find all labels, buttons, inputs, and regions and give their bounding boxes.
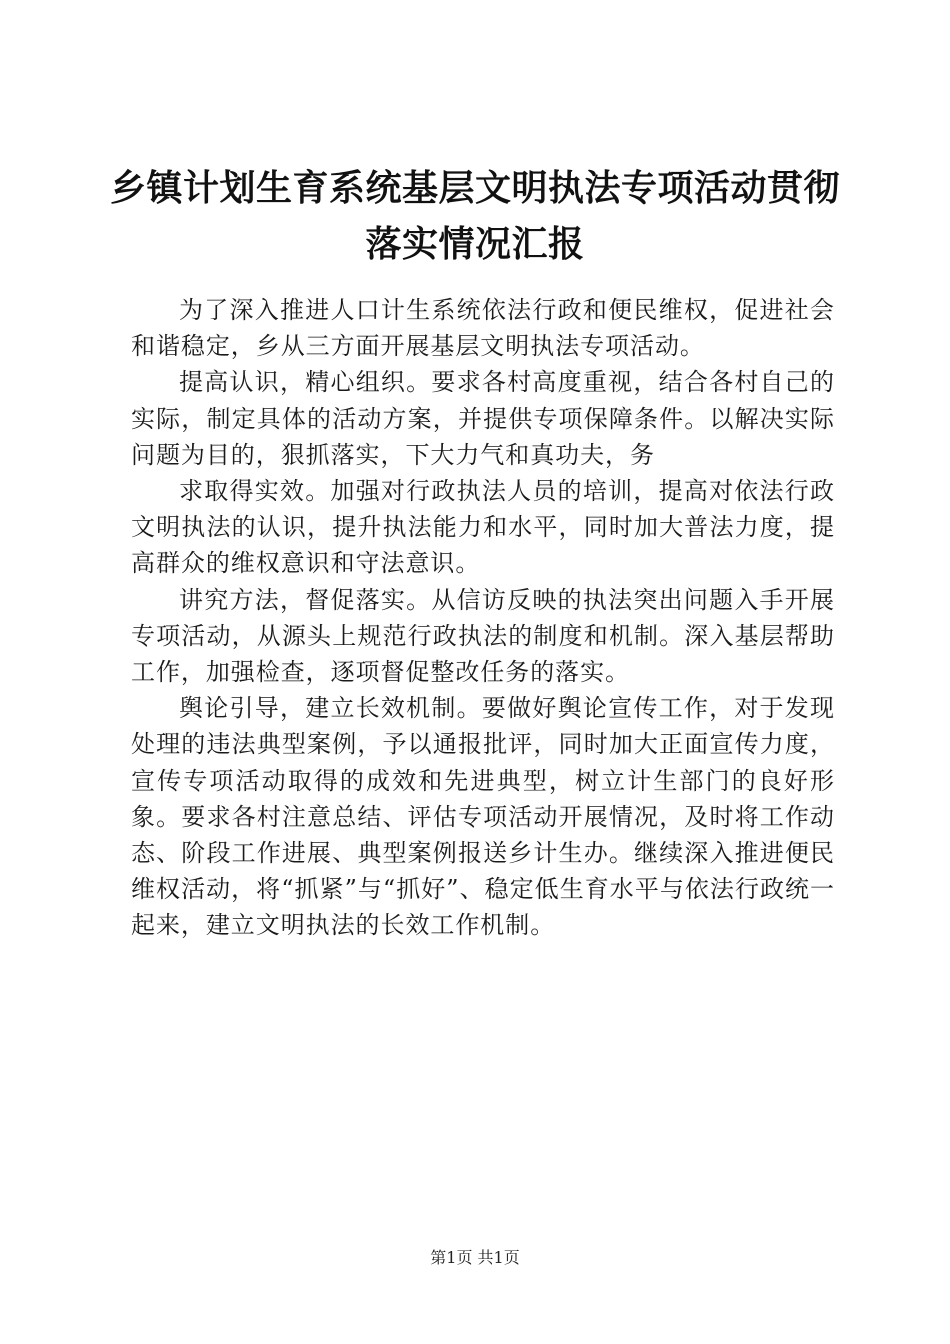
- document-body: [131, 292, 835, 944]
- body-paragraph: 为了深入推进人口计生系统依法行政和便民维权，促进社会和谐稳定，乡从三方面开展基层文明执法专项活动。: [131, 296, 835, 361]
- body-paragraph: 舆论引导，建立长效机制。要做好舆论宣传工作，对于发现处理的违法典型案例，予以通报批评，同时加大正面宣传力度，宣传专项活动取得的成效和先进典型，树立计生部门的良好形象。要求各村注意总结、评估专项活动开展情况，及时将工作动态、阶段工作进展、典型案例报送乡计生办。继续深入推进便民维权活动，将“抓紧”与“抓好”、稳定低生育水平与依法行政统一起来，建立文明执法的长效工作机制。: [131, 694, 835, 940]
- document-title-line-1: 乡镇计划生育系统基层文明执法专项活动贯彻: [109, 167, 840, 209]
- document-title-line-2: 落实情况汇报: [365, 223, 585, 265]
- body-paragraph: 讲究方法，督促落实。从信访反映的执法突出问题入手开展专项活动，从源头上规范行政执法的制度和机制。深入基层帮助工作，加强检查，逐项督促整改任务的落实。: [131, 585, 835, 687]
- body-paragraph: 提高认识，精心组织。要求各村高度重视，结合各村自己的实际，制定具体的活动方案，并提供专项保障条件。以解决实际问题为目的，狠抓落实，下大力气和真功夫，务: [131, 368, 835, 469]
- page-number-footer: 第1页 共1页: [430, 1248, 520, 1267]
- body-paragraph: 求取得实效。加强对行政执法人员的培训，提高对依法行政文明执法的认识，提升执法能力和水平，同时加大普法力度，提高群众的维权意识和守法意识。: [131, 477, 835, 578]
